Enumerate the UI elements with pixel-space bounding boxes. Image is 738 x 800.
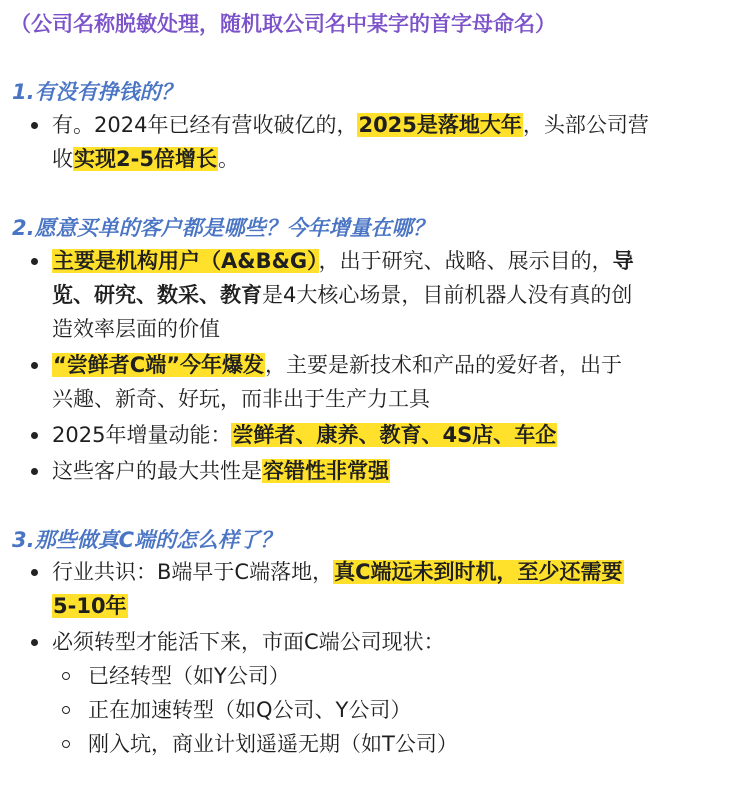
bullet-dot bbox=[31, 258, 38, 265]
bullet-dot bbox=[31, 432, 38, 439]
list-item-line bbox=[52, 246, 634, 276]
text-run: 收 bbox=[52, 147, 73, 171]
list-item-line bbox=[52, 280, 632, 310]
highlighted-text: 主要是机构用户（A&B&G） bbox=[53, 249, 318, 273]
list-item-line bbox=[52, 420, 557, 450]
text-run: 2025年增量动能： bbox=[52, 423, 232, 447]
highlighted-text: 真C端远未到时机，至少还需要 bbox=[334, 560, 623, 584]
sub-list-item: 刚入坑，商业计划遥遥无期（如T公司） bbox=[88, 732, 458, 756]
list-item-line bbox=[52, 627, 445, 657]
sub-bullet-circle bbox=[62, 672, 70, 680]
text-run: 有。2024年已经有营收破亿的， bbox=[52, 113, 358, 137]
bullet-dot bbox=[31, 468, 38, 475]
sub-bullet-circle bbox=[62, 740, 70, 748]
sub-bullet-circle bbox=[62, 706, 70, 714]
sub-list-item: 已经转型（如Y公司） bbox=[88, 664, 290, 688]
list-item-line bbox=[52, 557, 624, 587]
bold-text: 导 bbox=[612, 249, 634, 273]
list-item-line bbox=[52, 591, 128, 621]
text-run: 。 bbox=[217, 147, 239, 171]
bullet-dot bbox=[31, 639, 38, 646]
section-title: 2.愿意买单的客户都是哪些？今年增量在哪？ bbox=[12, 216, 434, 240]
bullet-dot bbox=[31, 362, 38, 369]
sub-list-item: 正在加速转型（如Q公司、Y公司） bbox=[88, 698, 412, 722]
section-title: 1.有没有挣钱的？ bbox=[12, 80, 182, 104]
text-run: 是4大核心场景，目前机器人没有真的创 bbox=[262, 283, 633, 307]
text-run: 必须转型才能活下来，市面C端公司现状： bbox=[52, 630, 445, 654]
bullet-dot bbox=[31, 569, 38, 576]
text-run: ，主要是新技术和产品的爱好者，出于 bbox=[265, 353, 623, 377]
highlighted-text: 5-10年 bbox=[53, 594, 127, 618]
list-item-line bbox=[52, 456, 390, 486]
text-run: 兴趣、新奇、好玩，而非出于生产力工具 bbox=[52, 387, 430, 411]
list-item-line bbox=[52, 384, 430, 414]
highlighted-text: 容错性非常强 bbox=[263, 459, 389, 483]
highlighted-text: 2025是落地大年 bbox=[358, 113, 522, 137]
bullet-dot bbox=[31, 122, 38, 129]
text-run: 行业共识：B端早于C端落地， bbox=[52, 560, 334, 584]
list-item-line bbox=[52, 314, 220, 344]
list-item-line bbox=[52, 350, 622, 380]
text-run: ，出于研究、战略、展示目的， bbox=[318, 249, 613, 273]
section-title: 3.那些做真C端的怎么样了？ bbox=[12, 528, 281, 552]
bold-text: 览、研究、数采、教育 bbox=[52, 283, 262, 307]
text-run: 造效率层面的价值 bbox=[52, 317, 220, 341]
disclaimer-note: （公司名称脱敏处理，随机取公司名中某字的首字母命名） bbox=[10, 12, 556, 36]
text-run: 这些客户的最大共性是 bbox=[52, 459, 262, 483]
list-item-line bbox=[52, 110, 649, 140]
highlighted-text: 实现2-5倍增长 bbox=[74, 147, 217, 171]
list-item-line bbox=[52, 144, 239, 174]
highlighted-text: 尝鲜者、康养、教育、4S店、车企 bbox=[232, 423, 557, 447]
highlighted-text: “尝鲜者C端”今年爆发 bbox=[53, 353, 265, 377]
text-run: ，头部公司营 bbox=[522, 113, 649, 137]
